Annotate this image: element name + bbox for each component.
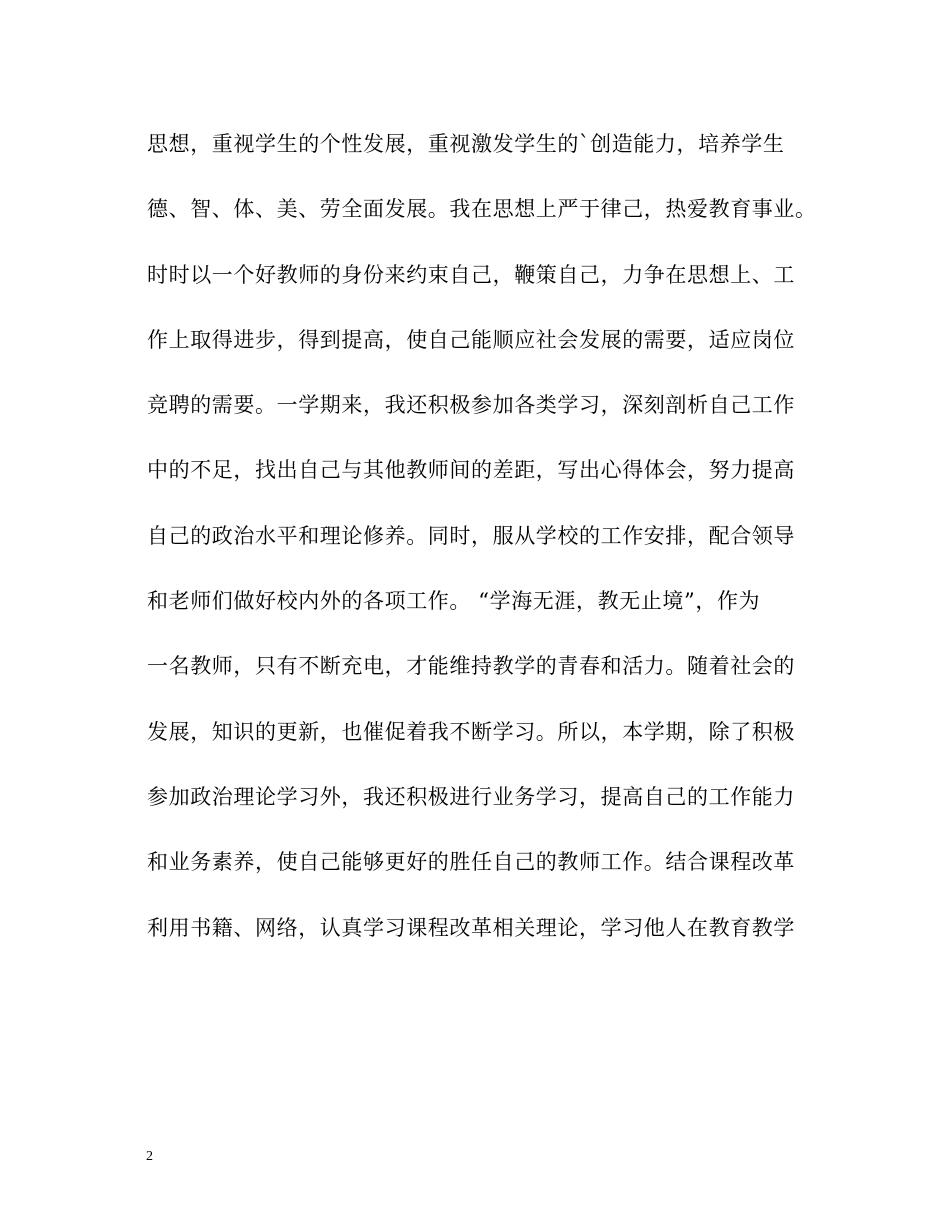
text-line: 竞聘的需要。一学期来，我还积极参加各类学习，深刻剖析自己工作: [147, 393, 795, 418]
text-line: 参加政治理论学习外，我还积极进行业务学习，提高自己的工作能力: [147, 784, 795, 809]
text-line: 思想，重视学生的个性发展，重视激发学生的`创造能力，培养学生: [147, 132, 785, 156]
page-number: 2: [146, 1149, 153, 1164]
text-line: 和业务素养，使自己能够更好的胜任自己的教师工作。结合课程改革: [147, 850, 795, 875]
text-line: 发展，知识的更新，也催促着我不断学习。所以，本学期，除了积极: [147, 719, 795, 744]
text-line: 时时以一个好教师的身份来约束自己，鞭策自己，力争在思想上、工: [147, 262, 795, 287]
text-line: 德、智、体、美、劳全面发展。我在思想上严于律己，热爱教育事业。: [147, 197, 817, 222]
text-line: 自己的政治水平和理论修养。同时，服从学校的工作安排，配合领导: [147, 523, 795, 548]
text-line: 作上取得进步，得到提高，使自己能顺应社会发展的需要，适应岗位: [147, 327, 795, 352]
text-line: 利用书籍、网络，认真学习课程改革相关理论，学习他人在教育教学: [147, 915, 795, 940]
text-line: 中的不足，找出自己与其他教师间的差距，写出心得体会，努力提高: [147, 458, 795, 483]
text-line: 一名教师，只有不断充电，才能维持教学的青春和活力。随着社会的: [147, 654, 795, 679]
text-line: 和老师们做好校内外的各项工作。 “学海无涯，教无止境”，作为: [147, 589, 761, 614]
body-text: [147, 124, 847, 973]
